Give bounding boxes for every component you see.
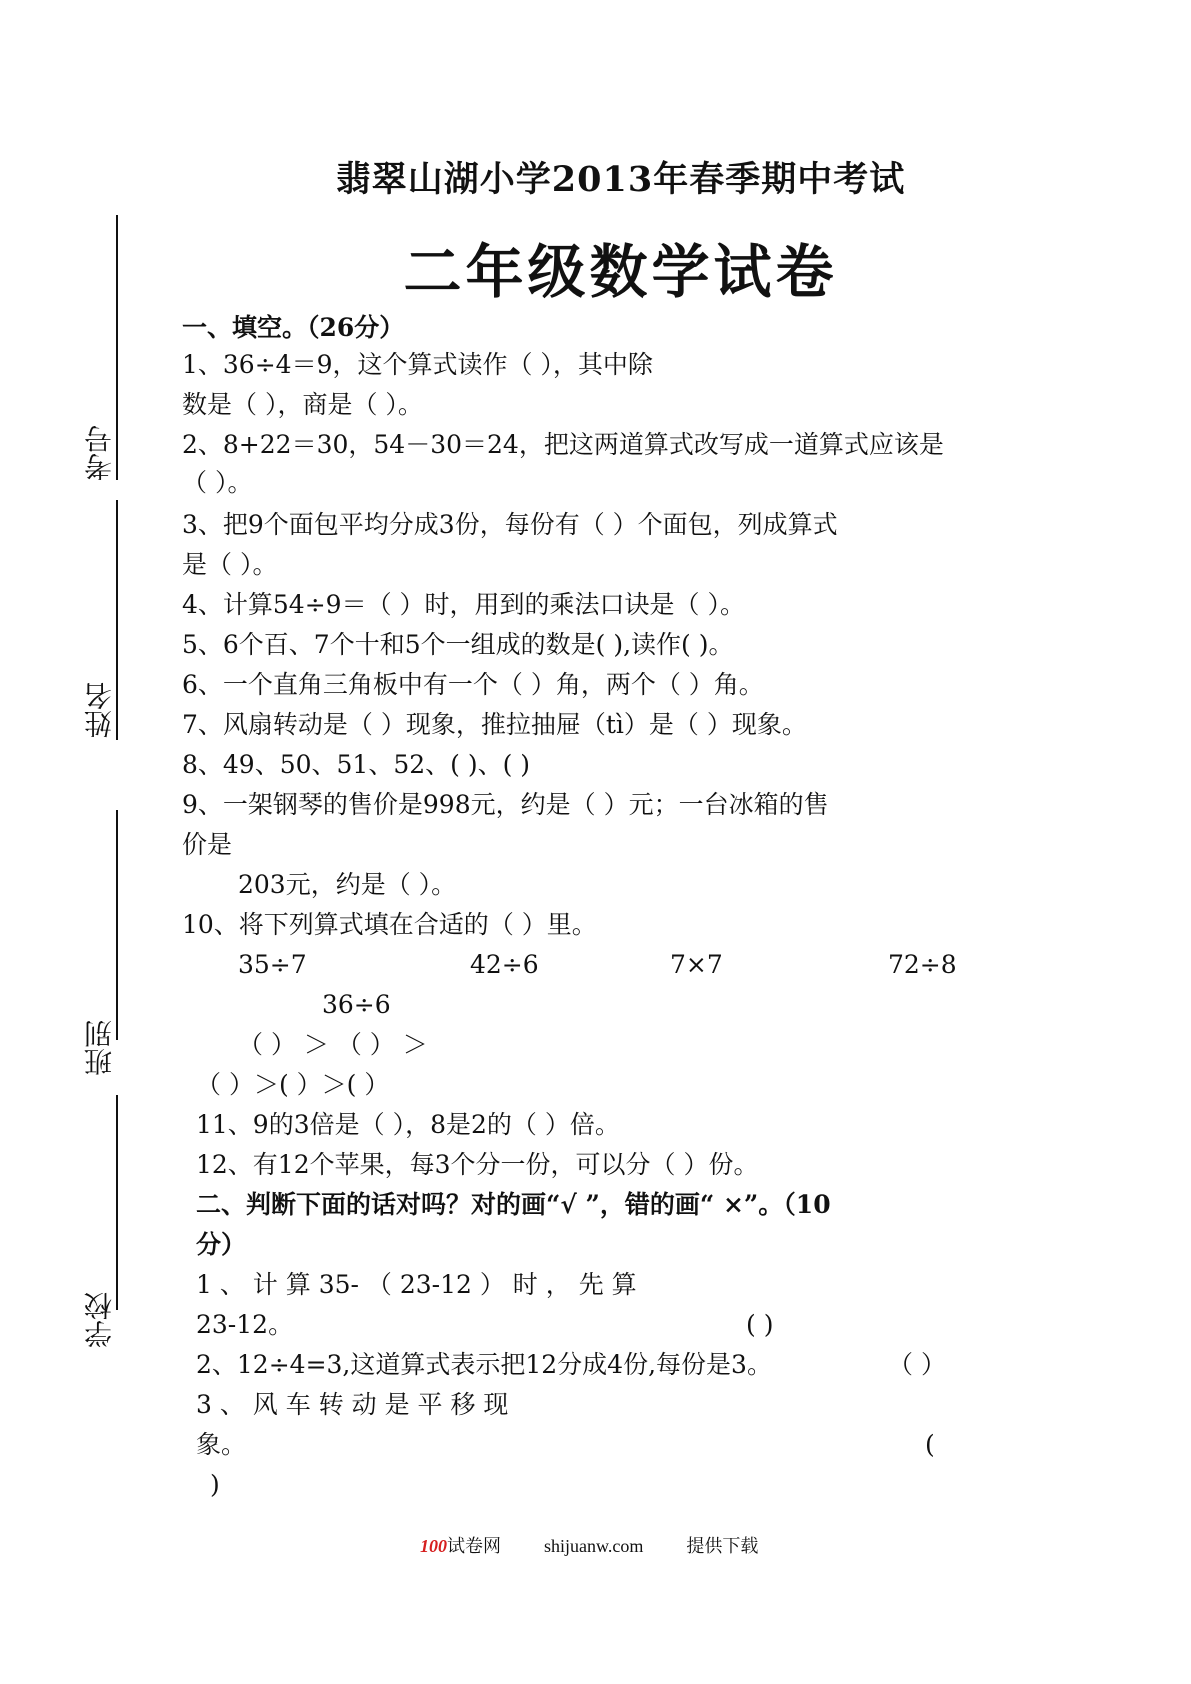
question-line: 3、把9个面包平均分成3份，每份有（ ）个面包，列成算式 (182, 510, 838, 539)
exam-number-label: 考号 (83, 425, 116, 481)
class-line (116, 810, 118, 1040)
footer (420, 1532, 758, 1558)
answer-paren: ( ) (746, 1310, 774, 1339)
question-line: 1、36÷4＝9，这个算式读作（ ），其中除 (182, 350, 653, 379)
expression: 7×7 (670, 950, 723, 979)
question-line: 数是（ ），商是（ ）。 (182, 390, 423, 419)
download-note: 提供下载 (686, 1536, 759, 1556)
answer-paren: ) (210, 1470, 220, 1499)
question-line: 6、一个直角三角板中有一个（ ）角，两个（ ）角。 (182, 670, 764, 699)
answer-paren: ( (925, 1430, 935, 1459)
site-url[interactable]: shijuanw.com (544, 1536, 644, 1556)
question-line: 8、49、50、51、52、( )、( ) (182, 750, 531, 779)
site-name: 试卷网 (447, 1536, 501, 1556)
section2-heading: 二、判断下面的话对吗？对的画“√ ”，错的画“ ×”。（10 (196, 1190, 831, 1219)
answer-paren: （ ） (888, 1350, 946, 1379)
judge-question: 1 、 计 算 35- （ 23-12 ） 时 ， 先 算 (196, 1270, 637, 1299)
expression: 36÷6 (322, 990, 391, 1019)
section1-heading: 一、填空。（26分） (182, 313, 405, 342)
judge-question: 3 、 风 车 转 动 是 平 移 现 (196, 1390, 509, 1419)
question-line: 是（ ）。 (182, 550, 278, 579)
question-line: （ ）。 (182, 468, 253, 497)
judge-question: 23-12。 (196, 1310, 294, 1339)
section2-heading-cont: 分） (196, 1230, 247, 1259)
question-line: 价是 (182, 830, 233, 859)
judge-question: 象。 (196, 1430, 247, 1459)
school-exam-title: 翡翠山湖小学2013年春季期中考试 (335, 159, 906, 200)
name-label: 姓名 (83, 682, 116, 738)
judge-question: 2、12÷4=3,这道算式表示把12分成4份,每份是3。 (196, 1350, 772, 1379)
question-line: 11、9的3倍是（ ），8是2的（ ）倍。 (196, 1110, 620, 1139)
question-line: 12、有12个苹果，每3个分一份，可以分（ ）份。 (196, 1150, 759, 1179)
compare-line: （ ）＞( ）＞( ） (196, 1070, 390, 1099)
question-line: 4、计算54÷9＝（ ）时，用到的乘法口诀是（ ）。 (182, 590, 745, 619)
exam-paper-title: 二年级数学试卷 (403, 238, 838, 306)
question-line: 9、一架钢琴的售价是998元，约是（ ）元；一台冰箱的售 (182, 790, 829, 819)
question-line: 10、将下列算式填在合适的（ ）里。 (182, 910, 597, 939)
class-label: 班别 (83, 1020, 116, 1076)
school-line (116, 1095, 118, 1310)
question-line: 2、8+22＝30，54－30＝24，把这两道算式改写成一道算式应该是 (182, 430, 944, 459)
expression: 35÷7 (238, 950, 307, 979)
expression: 42÷6 (470, 950, 539, 979)
expression: 72÷8 (888, 950, 957, 979)
site-logo: 100 (420, 1536, 447, 1556)
school-label: 学校 (83, 1292, 116, 1348)
compare-line: （ ） ＞ （ ） ＞ (238, 1030, 428, 1059)
question-line: 203元，约是（ ）。 (238, 870, 457, 899)
question-line: 5、6个百、7个十和5个一组成的数是( ),读作( )。 (182, 630, 734, 659)
question-line: 7、风扇转动是（ ）现象，推拉抽屉（tì）是（ ）现象。 (182, 710, 807, 739)
